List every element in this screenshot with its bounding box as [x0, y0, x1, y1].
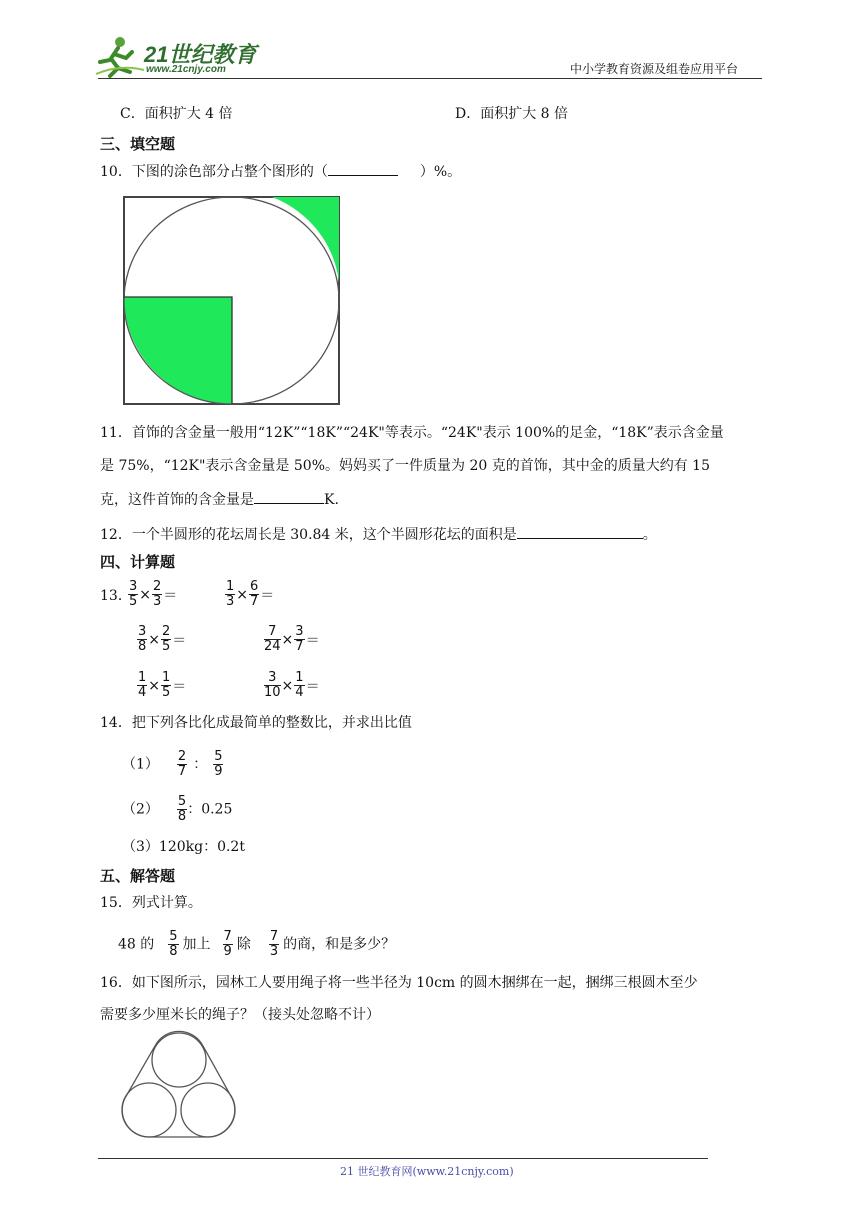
q14-part-2: （2） $\frac{5}{8}$ ：0.25: [122, 794, 233, 824]
q9-option-d: D．面积扩大 8 倍: [455, 106, 569, 122]
q11-line3-text: 克，这件首饰的含金量是: [100, 492, 254, 508]
q11-line1: 11．首饰的含金量一般用“12K”“18K”“24K"等表示。“24K"表示 100%的足金，“18K”表示含金量: [100, 425, 724, 441]
answer-blank: [328, 161, 398, 176]
calc-item: $\frac{3}{10}$ × $\frac{1}{4}$ ＝: [264, 670, 320, 700]
fraction: $\frac{1}{4}$: [138, 670, 147, 700]
fraction: $\frac{2}{7}$: [177, 749, 187, 779]
fraction: $\frac{5}{8}$: [169, 929, 178, 959]
logo-text: 21世纪教育: [144, 42, 257, 67]
fraction: $\frac{7}{3}$: [269, 929, 279, 959]
q10-text: 10．下图的涂色部分占整个图形的（: [100, 164, 328, 180]
answer-blank: [517, 524, 643, 539]
answer-blank: [254, 489, 324, 504]
calc-item: $\frac{3}{8}$ × $\frac{2}{5}$ ＝: [138, 624, 187, 654]
three-logs-figure: [118, 1030, 240, 1142]
fraction: $\frac{3}{8}$: [138, 624, 147, 654]
fraction: $\frac{3}{7}$: [295, 624, 304, 654]
logo-url: www.21cnjy.com: [146, 64, 226, 75]
q12-text-end: 。: [642, 527, 657, 543]
calc-item: $\frac{3}{5}$ × $\frac{2}{3}$ ＝: [129, 579, 178, 609]
header-logo: [92, 34, 262, 80]
question-10: [100, 161, 461, 182]
calc-item: $\frac{7}{24}$ × $\frac{3}{7}$ ＝: [264, 624, 320, 654]
q12-text: 12．一个半圆形的花坛周长是 30.84 米，这个半圆形花坛的面积是: [100, 527, 517, 543]
q10-text-end: ）%。: [419, 164, 462, 180]
fraction: $\frac{5}{9}$: [214, 749, 223, 779]
q9-option-c: C．面积扩大 4 倍: [120, 106, 233, 122]
question-12: [100, 524, 657, 545]
footer-text: 21 世纪教育网(www.21cnjy.com): [340, 1165, 514, 1178]
fraction: $\frac{5}{8}$: [177, 794, 187, 824]
q11-line3-end: K.: [324, 492, 339, 508]
fraction: $\frac{6}{7}$: [250, 579, 259, 609]
calc-item: $\frac{1}{4}$ × $\frac{1}{5}$ ＝: [138, 670, 187, 700]
q15-expression: 48 的 $\frac{5}{8}$ 加上 $\frac{7}{9}$ 除 $\frac{7}{3}$ 的商，和是多少？: [118, 929, 396, 959]
section-title: 四、计算题: [100, 553, 176, 571]
fraction: $\frac{1}{3}$: [226, 579, 235, 609]
runner-logo-icon: [92, 34, 148, 80]
log-circle: [152, 1033, 206, 1087]
calc-item: $\frac{1}{3}$ × $\frac{6}{7}$ ＝: [226, 579, 275, 609]
platform-name: 中小学教育资源及组卷应用平台: [570, 62, 739, 76]
header-rule: [98, 78, 762, 79]
fraction: $\frac{7}{9}$: [223, 929, 232, 959]
fraction: $\frac{1}{5}$: [162, 670, 171, 700]
q14-part-1: （1） $\frac{2}{7}$ ： $\frac{5}{9}$: [122, 749, 223, 779]
q16-line2: 需要多少厘米长的绳子？（接头处忽略不计）: [100, 1007, 380, 1023]
fraction: $\frac{3}{5}$: [129, 579, 138, 609]
fraction: $\frac{7}{24}$: [264, 624, 281, 654]
q14-title: 14．把下列各比化成最简单的整数比，并求出比值: [100, 715, 412, 731]
shaded-square-circle-figure: [122, 195, 342, 407]
fraction: $\frac{3}{10}$: [264, 670, 281, 700]
q11-line3: [100, 489, 339, 510]
q16-line1: 16．如下图所示，园林工人要用绳子将一些半径为 10cm 的圆木捆绑在一起，捆绑三根圆木至少: [100, 975, 698, 991]
section-title: 五、解答题: [100, 867, 176, 885]
q13-label: 13．: [100, 588, 132, 604]
fraction: $\frac{1}{4}$: [295, 670, 304, 700]
q15-title: 15．列式计算。: [100, 895, 202, 911]
footer-rule: [98, 1158, 708, 1159]
q14-part-3: （3）120kg：0.2t: [122, 839, 245, 855]
fraction: $\frac{2}{5}$: [162, 624, 171, 654]
fraction: $\frac{2}{3}$: [153, 579, 162, 609]
q11-line2: 是 75%，“12K"表示含金量是 50%。妈妈买了一件质量为 20 克的首饰，其中金的质量大约有 15: [100, 458, 710, 474]
section-title: 三、填空题: [100, 135, 176, 153]
